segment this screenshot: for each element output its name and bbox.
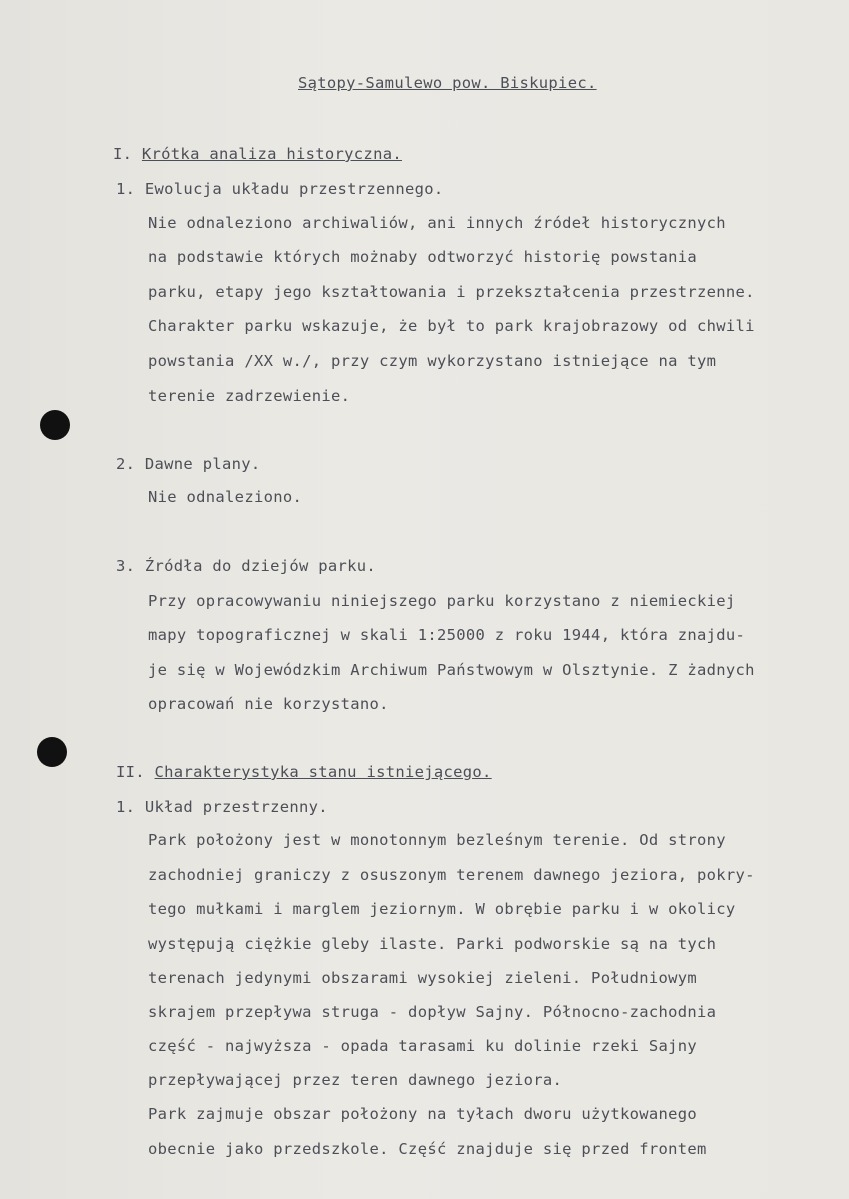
section-number: II. — [116, 763, 145, 781]
text-line: Przy opracowywaniu niniejszego parku korzystano z niemieckiej — [148, 592, 736, 610]
punch-hole — [40, 410, 70, 440]
item-number: 3. — [116, 557, 136, 575]
section-title: Charakterystyka stanu istniejącego. — [154, 763, 492, 781]
text-line: obecnie jako przedszkole. Część znajduje się przed frontem — [148, 1140, 707, 1158]
text-line: parku, etapy jego kształtowania i przekształcenia przestrzenne. — [148, 283, 755, 301]
text-line: Nie odnaleziono. — [148, 488, 303, 506]
text-line: Charakter parku wskazuje, że był to park krajobrazowy od chwili — [148, 317, 755, 335]
text-line: Nie odnaleziono archiwaliów, ani innych źródeł historycznych — [148, 214, 726, 232]
text-line: zachodniej graniczy z osuszonym terenem dawnego jeziora, pokry- — [148, 866, 755, 884]
text-line: opracowań nie korzystano. — [148, 695, 389, 713]
item-title: Ewolucja układu przestrzennego. — [144, 180, 444, 198]
section-number: I. — [113, 145, 133, 163]
text-line: terenie zadrzewienie. — [148, 387, 351, 405]
item-heading — [116, 798, 328, 816]
section-heading — [116, 763, 492, 781]
document-title: Sątopy-Samulewo pow. Biskupiec. — [298, 74, 597, 92]
text-line: tego mułkami i marglem jeziornym. W obrębie parku i w okolicy — [148, 900, 736, 918]
section-heading — [113, 145, 402, 163]
item-title: Dawne plany. — [144, 455, 261, 473]
item-title: Źródła do dziejów parku. — [144, 557, 377, 575]
text-line: powstania /XX w./, przy czym wykorzystano istniejące na tym — [148, 352, 717, 370]
text-line: Park zajmuje obszar położony na tyłach dworu użytkowanego — [148, 1105, 698, 1123]
section-title: Krótka analiza historyczna. — [141, 145, 402, 163]
text-line: Park położony jest w monotonnym bezleśnym terenie. Od strony — [148, 831, 726, 849]
punch-hole — [37, 737, 67, 767]
item-heading — [116, 455, 261, 473]
text-line: terenach jedynymi obszarami wysokiej zieleni. Południowym — [148, 969, 698, 987]
text-line: występują ciężkie gleby ilaste. Parki podworskie są na tych — [148, 935, 717, 953]
item-heading — [116, 180, 444, 198]
item-heading — [116, 557, 376, 575]
item-number: 2. — [116, 455, 136, 473]
text-line: część - najwyższa - opada tarasami ku dolinie rzeki Sajny — [148, 1037, 698, 1055]
text-line: je się w Wojewódzkim Archiwum Państwowym w Olsztynie. Z żadnych — [148, 661, 755, 679]
text-line: na podstawie których możnaby odtworzyć historię powstania — [148, 248, 698, 266]
item-number: 1. — [116, 798, 136, 816]
text-line: skrajem przepływa struga - dopływ Sajny. Północno-zachodnia — [148, 1003, 717, 1021]
item-title: Układ przestrzenny. — [144, 798, 328, 816]
text-line: przepływającej przez teren dawnego jeziora. — [148, 1071, 563, 1089]
item-number: 1. — [116, 180, 136, 198]
text-line: mapy topograficznej w skali 1:25000 z roku 1944, która znajdu- — [148, 626, 746, 644]
